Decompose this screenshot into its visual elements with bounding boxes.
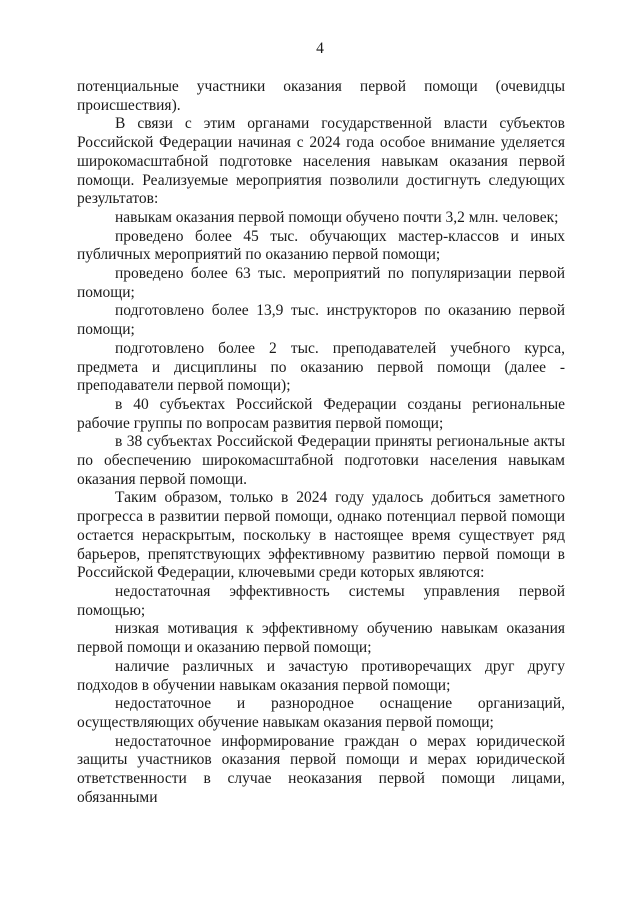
list-item: недостаточное и разнородное оснащение организаций, осуществляющих обучение навыкам оказания первой помощи; bbox=[77, 695, 565, 731]
list-item: наличие различных и зачастую противоречащих друг другу подходов в обучении навыкам оказания первой помощи; bbox=[77, 657, 565, 694]
list-item: низкая мотивация к эффективному обучению навыкам оказания первой помощи и оказанию первой помощи; bbox=[77, 620, 565, 657]
list-item: подготовлено более 2 тыс. преподавателей учебного курса, предмета и дисциплины по оказанию первой помощи (далее - преподаватели первой помощи); bbox=[77, 339, 565, 395]
paragraph-intro: В связи с этим органами государственной власти субъектов Российской Федерации начиная с 2024 года особое внимание уделяется широкомасштабной подготовке населения навыкам оказания первой помощи. Реализуемые мероприятия позволили достигнуть следующих результатов: bbox=[77, 115, 565, 208]
paragraph-summary: Таким образом, только в 2024 году удалось добиться заметного прогресса в развитии первой помощи, однако потенциал первой помощи остается нераскрытым, поскольку в настоящее время существует ряд барьеров, препятствующих эффективному развитию первой помощи в Российской Федерации, ключевыми среди которых являются: bbox=[77, 489, 565, 582]
list-item: в 40 субъектах Российской Федерации созданы региональные рабочие группы по вопросам развития первой помощи; bbox=[77, 395, 565, 432]
page-number: 4 bbox=[316, 40, 324, 57]
list-item: недостаточное информирование граждан о мерах юридической защиты участников оказания первой помощи и мерах юридической ответственности в случае неоказания первой помощи лицами, обязанными bbox=[77, 732, 565, 806]
list-item: подготовлено более 13,9 тыс. инструкторов по оказанию первой помощи; bbox=[77, 302, 565, 339]
list-item: навыкам оказания первой помощи обучено почти 3,2 млн. человек; bbox=[115, 208, 559, 226]
list-item: проведено более 63 тыс. мероприятий по популяризации первой помощи; bbox=[77, 265, 565, 301]
document-body bbox=[77, 78, 565, 807]
paragraph-continuation: потенциальные участники оказания первой помощи (очевидцы происшествия). bbox=[77, 78, 565, 114]
list-item: в 38 субъектах Российской Федерации приняты региональные акты по обеспечению широкомасштабной подготовки населения навыкам оказания первой помощи. bbox=[77, 433, 565, 488]
list-item: недостаточная эффективность системы управления первой помощью; bbox=[77, 582, 565, 619]
list-item: проведено более 45 тыс. обучающих мастер-классов и иных публичных мероприятий по оказанию первой помощи; bbox=[77, 227, 565, 264]
